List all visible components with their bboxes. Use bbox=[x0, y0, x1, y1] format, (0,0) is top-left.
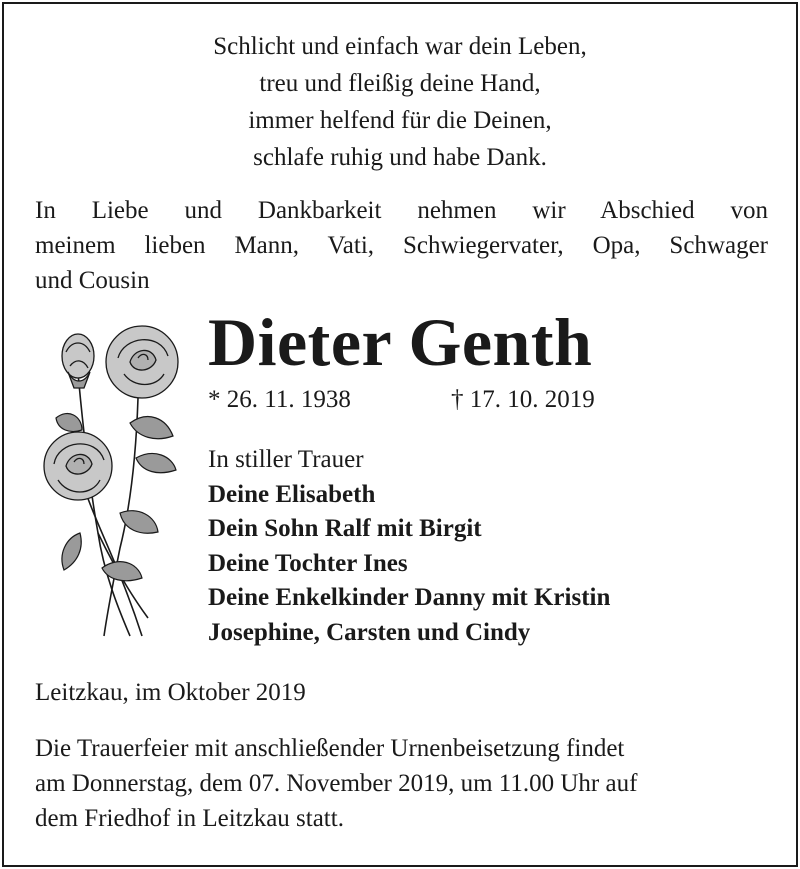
mourner-name: Deine Tochter Ines bbox=[208, 549, 408, 577]
mourner-name: Deine Enkelkinder Danny mit Kristin bbox=[208, 584, 611, 611]
poem-line: immer helfend für die Deinen, bbox=[248, 107, 552, 134]
intro-line: meinem lieben Mann, Vati, Schwiegervater, Opa, Schwager bbox=[35, 232, 768, 259]
poem-line: treu und fleißig deine Hand, bbox=[259, 70, 541, 97]
mourners-heading: In stiller Trauer bbox=[208, 446, 364, 473]
birth-date: * 26. 11. 1938 bbox=[208, 386, 351, 413]
intro-line: In Liebe und Dankbarkeit nehmen wir Abschied von bbox=[35, 197, 768, 224]
funeral-line: Die Trauerfeier mit anschließender Urnenbeisetzung findet bbox=[35, 735, 625, 762]
death-date: † 17. 10. 2019 bbox=[451, 386, 595, 413]
mourner-name: Dein Sohn Ralf mit Birgit bbox=[208, 515, 482, 542]
farewell-intro bbox=[35, 193, 768, 298]
mourner-name: Deine Elisabeth bbox=[208, 480, 376, 508]
place-and-date: Leitzkau, im Oktober 2019 bbox=[35, 679, 306, 706]
deceased-name: Dieter Genth bbox=[208, 304, 593, 380]
funeral-line: dem Friedhof in Leitzkau statt. bbox=[35, 805, 344, 832]
mourner-name: Josephine, Carsten und Cindy bbox=[208, 618, 531, 646]
funeral-details bbox=[35, 731, 768, 836]
mourners-block bbox=[208, 443, 610, 650]
poem-line: Schlicht und einfach war dein Leben, bbox=[213, 33, 587, 60]
life-dates bbox=[208, 382, 595, 418]
poem-line: schlafe ruhig und habe Dank. bbox=[253, 144, 547, 171]
funeral-line: am Donnerstag, dem 07. November 2019, um 11.00 Uhr auf bbox=[35, 770, 638, 797]
memorial-poem bbox=[0, 28, 800, 176]
roses-icon bbox=[38, 318, 190, 640]
intro-line: und Cousin bbox=[35, 267, 150, 294]
